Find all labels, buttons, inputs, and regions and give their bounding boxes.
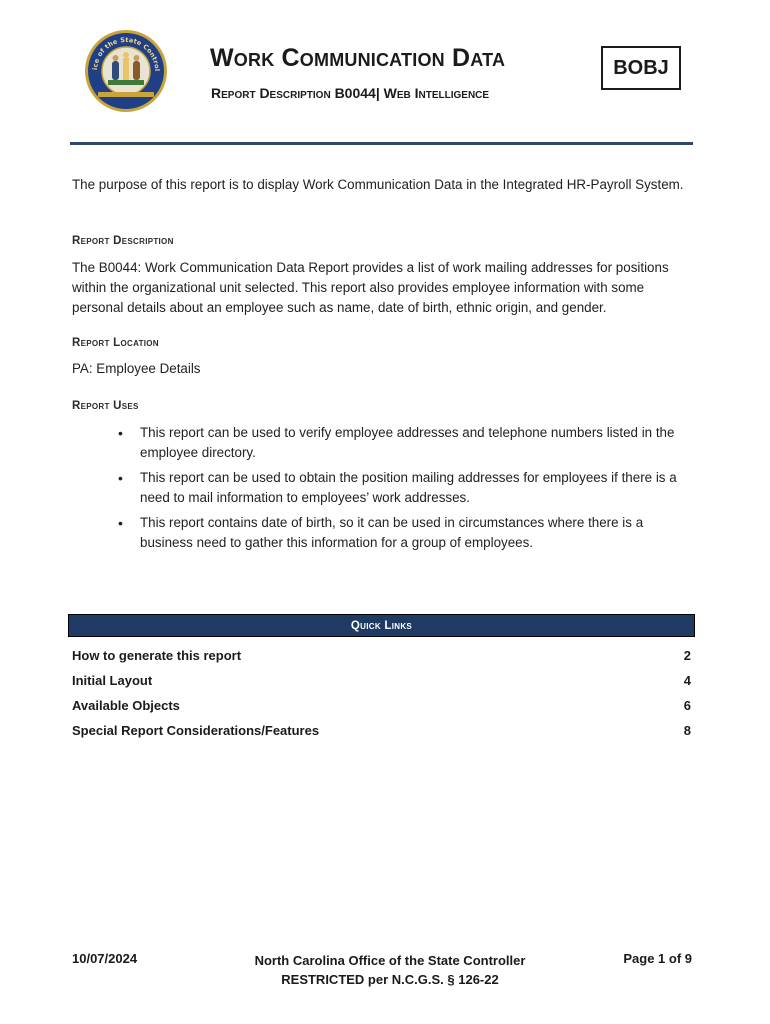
intro-paragraph: The purpose of this report is to display Work Communication Data in the Integrated HR-Payroll System. [72,177,684,192]
quick-link-label[interactable]: Available Objects [72,698,180,713]
quick-link-label[interactable]: How to generate this report [72,648,242,663]
quick-link-generate-report[interactable] [72,648,691,673]
report-location-heading: Report Location [72,337,159,349]
footer-organization [230,951,550,989]
quick-link-page: 6 [683,698,691,713]
list-item: • This report contains date of birth, so it can be used in circumstances where there is a business need to gather this information for a group of employees. [72,513,697,553]
header-divider [70,142,693,145]
svg-text:Office of the State Controller: ice of the State Control [91,35,162,72]
document-title: Work Communication Data [210,44,506,72]
report-uses-heading: Report Uses [72,400,139,412]
footer-page-number: Page 1 of 9 [623,951,692,966]
bobj-badge: BOBJ [601,46,681,90]
quick-link-page: 2 [683,648,691,663]
quick-links-header: Quick Links [68,614,695,637]
list-item: • This report can be used to verify employee addresses and telephone numbers listed in the employee directory. [72,423,697,463]
state-seal-logo [84,28,168,114]
footer-org-name: North Carolina Office of the State Controller [254,953,526,968]
list-item: • This report can be used to obtain the position mailing addresses for employees if there is a need to mail information to employees’ work addresses. [72,468,697,508]
report-location-text: PA: Employee Details [72,361,201,376]
document-subtitle: Report Description B0044| Web Intelligence [211,85,490,101]
footer-date: 10/07/2024 [72,951,138,966]
quick-link-initial-layout[interactable] [72,673,691,698]
report-description-text: The B0044: Work Communication Data Report provides a list of work mailing addresses for positions within the organizational unit selected. This report also provides employee information with some personal details about an employee such as name, date of birth, ethnic origin, and gender. [72,260,669,315]
report-uses-list [72,423,697,558]
quick-link-label[interactable]: Special Report Considerations/Features [72,723,320,738]
quick-link-page: 8 [683,723,691,738]
quick-links-list [72,648,691,748]
quick-link-label[interactable]: Initial Layout [72,673,153,688]
quick-link-available-objects[interactable] [72,698,691,723]
quick-link-page: 4 [683,673,691,688]
quick-link-special-considerations[interactable] [72,723,691,748]
nc-state-controller-seal-icon [84,28,168,114]
footer-restriction: RESTRICTED per N.C.G.S. § 126-22 [281,972,499,987]
report-description-heading: Report Description [72,235,174,247]
